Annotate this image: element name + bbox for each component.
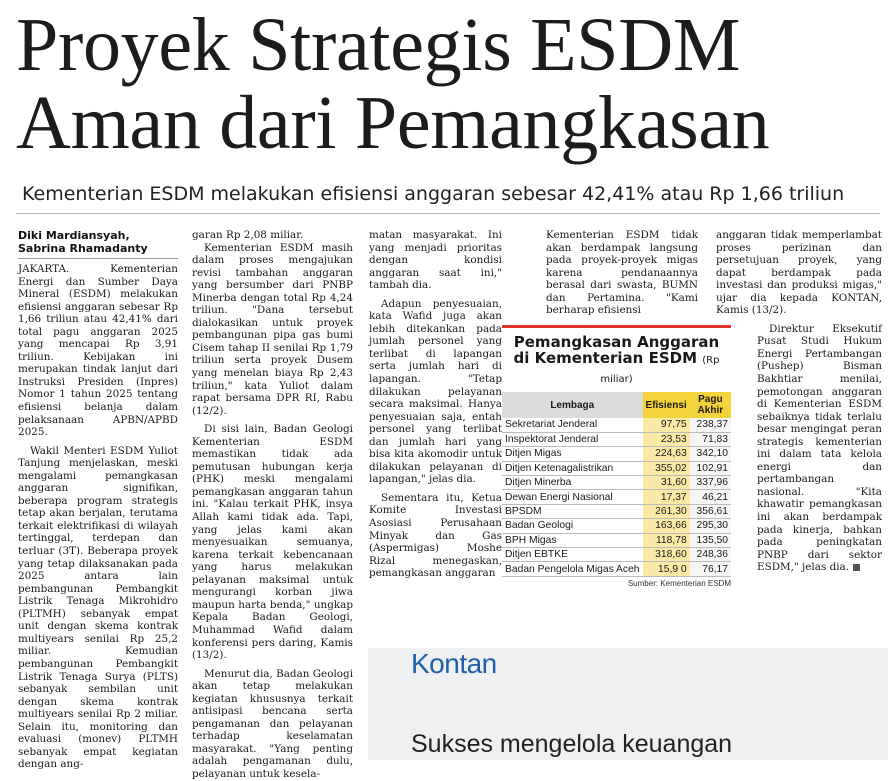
table-row <box>502 432 731 446</box>
kontan-logo: Kontan <box>411 648 497 679</box>
table-cell-name: Dewan Energi Nasional <box>502 490 643 504</box>
headline-line-2: Aman dari Pemangkasan <box>16 81 770 165</box>
budget-data-table <box>502 392 731 577</box>
table-cell-name: Ditjen Ketenagalistrikan <box>502 461 643 475</box>
table-cell-name: Sekretariat Jenderal <box>502 418 643 432</box>
end-mark-icon <box>853 564 860 571</box>
table-row <box>502 504 731 518</box>
table-row <box>502 519 731 533</box>
table-cell-eff: 163,66 <box>643 519 690 533</box>
table-cell-name: Inspektorat Jenderal <box>502 432 643 446</box>
paragraph-text: Direktur Eksekutif Pusat Studi Hukum Energi Pertambangan (Pushep) Bisman Bakhtiar menilai, pemotongan anggaran di Kementerian ESDM sebaiknya tidak terlalu besar mengingat peran strategis kementerian ini dalam tata kelola energi dan pertambangan nasional. "Kita khawatir pemangkasan ini akan berdampak pada kinerja, bahkan pada peningkatan PNBP dari sektor ESDM," jelas dia. <box>757 322 882 574</box>
paragraph: Adapun penyesuaian, kata Wafid juga akan lebih ditekankan pada jumlah personel yang terlibat di lapangan serta jumlah hari di lapangan. "Tetap dilakukan pelayanan secara maksimal. Hanya penyesuaian saja, entah personel yang terlibat dan jumlah hari yang bisa kita akomodir untuk dilakukan pelayanan di lapangan," jelas dia. <box>369 297 502 486</box>
table-row <box>502 490 731 504</box>
header-efisiensi: Efisiensi <box>643 392 690 418</box>
table-cell-name: Ditjen Minerba <box>502 476 643 490</box>
table-unit: (Rp miliar) <box>600 355 720 385</box>
paragraph: garan Rp 2,08 miliar. <box>192 229 304 241</box>
table-cell-eff: 15,9 0 <box>643 562 690 576</box>
table-cell-pagu: 238,37 <box>690 418 731 432</box>
table-cell-pagu: 295,30 <box>690 519 731 533</box>
table-cell-name: Ditjen Migas <box>502 447 643 461</box>
paragraph: JAKARTA. Kementerian Energi dan Sumber Daya Mineral (ESDM) melakukan efisiensi anggaran sebesar Rp 1,66 triliun atau 42,41% dari total pagu anggaran 2025 yang mencapai Rp 3,91 triliun. Kebijakan ini merupakan tindak lanjut dari Instruksi Presiden (Inpres) Nomor 1 tahun 2025 tentang efisiensi belanja dalam pelaksanaan APBN/APBD 2025. <box>18 263 178 439</box>
table-cell-pagu: 342,10 <box>690 447 731 461</box>
header-pagu-akhir: Pagu Akhir <box>690 392 731 418</box>
paragraph: Di sisi lain, Badan Geologi Kementerian ESDM memastikan tidak ada pemutusan hubungan kerja (PHK) meski mengalami pemangkasan anggaran tahun ini. "Kalau terkait PHK, insya Allah kami tidak ada. Tapi, yang jelas kami akan menyesuaikan semuanya, karena terkait kebencanaan yang harus melakukan pelayanan maksimal untuk mengurangi korban jiwa maupun harta benda," ungkap Kepala Badan Geologi, Muhammad Wafid dalam konferensi pers daring, Kamis (13/2). <box>192 423 353 662</box>
header-lembaga: Lembaga <box>502 392 643 418</box>
article-column-3 <box>369 229 502 580</box>
paragraph: Wakil Menteri ESDM Yuliot Tanjung menjelaskan, meski mengalami pemangkasan anggaran signifikan, beberapa program strategis tetap akan berjalan, terutama terkait elektrifikasi di wilayah tertinggal, terdepan dan terluar (3T). Beberapa proyek yang tetap dilaksanakan pada 2025 antara lain pembangunan Pembangkit Listrik Tenaga Mikrohidro (PLTMH) sebanyak empat unit dengan skema kontrak multiyears senilai Rp 25,2 miliar. Kemudian pembangunan Pembangkit Listrik Tenaga Surya (PLTS) sebanyak sembilan unit dengan skema kontrak multiyears senilai Rp 2 miliar. Selain itu, monitoring dan evaluasi (monev) PLTMH sebanyak empat kegiatan dengan ang- <box>18 444 178 771</box>
table-cell-name: BPH Migas <box>502 533 643 547</box>
table-title-line-1: Pemangkasan Anggaran <box>513 333 720 351</box>
table-cell-eff: 355,02 <box>643 461 690 475</box>
table-cell-eff: 17,37 <box>643 490 690 504</box>
table-row <box>502 476 731 490</box>
paragraph: Menurut dia, Badan Geologi akan tetap melakukan kegiatan khususnya terkait antisipasi bencana serta pengamanan dan pelayanan terhadap keselamatan masyarakat. "Yang penting adalah pengamanan dulu, pelayanan untuk kesela- <box>192 667 354 780</box>
headline-line-1: Proyek Strategis ESDM <box>16 3 741 87</box>
article-column-1 <box>18 229 178 771</box>
paragraph: Kementerian ESDM tidak akan berdampak langsung pada proyek-proyek migas karena pendanaannya berasal dari swasta, BUMN dan Pertamina. "Kami berharap efisiensi <box>546 229 698 317</box>
paragraph: Kementerian ESDM masih dalam proses mengajukan revisi tambahan anggaran yang bersumber dari PNBP Minerba dengan total Rp 4,24 triliun. "Dana tersebut dialokasikan untuk proyek pembangunan pipa gas bumi Cisem tahap II senilai Rp 1,79 triliun serta proyek Dusem yang menelan biaya Rp 2,43 triliun," kata Yuliot dalam rapat bersama DPR RI, Rabu (12/2). <box>192 241 353 417</box>
table-cell-pagu: 337,96 <box>690 476 731 490</box>
article-column-4 <box>546 229 698 317</box>
table-cell-name: BPSDM <box>502 504 643 518</box>
table-cell-pagu: 71,83 <box>690 432 731 446</box>
ad-text: Sukses mengelola keuangan <box>411 730 733 758</box>
table-row <box>502 562 731 576</box>
table-cell-eff: 318,60 <box>643 548 690 562</box>
divider <box>16 213 880 214</box>
table-row <box>502 447 731 461</box>
byline <box>18 229 178 259</box>
article-column-2 <box>192 229 353 781</box>
table-cell-pagu: 76,17 <box>690 562 731 576</box>
table-cell-name: Badan Pengelola Migas Aceh <box>502 562 643 576</box>
budget-table <box>502 325 731 588</box>
paragraph: anggaran tidak memperlambat proses perizinan dan persetujuan proyek, yang dapat berdampak pada investasi dan produksi migas," ujar dia kepada KONTAN, Kamis (13/2). <box>716 229 882 317</box>
table-header-row <box>502 392 731 418</box>
table-cell-pagu: 135,50 <box>690 533 731 547</box>
article-column-5 <box>716 229 882 574</box>
byline-author-2: Sabrina Rhamadanty <box>18 242 148 255</box>
paragraph: Sementara itu, Ketua Komite Investasi Asosiasi Perusahaan Minyak dan Gas (Aspermigas) Moshe Rizal menegaskan, pemangkasan anggaran <box>369 491 502 580</box>
table-cell-eff: 224,63 <box>643 447 690 461</box>
paragraph <box>757 323 882 574</box>
headline <box>16 3 876 165</box>
table-cell-pagu: 356,61 <box>690 504 731 518</box>
table-cell-pagu: 102,91 <box>690 461 731 475</box>
paragraph: matan masyarakat. Ini yang menjadi prioritas dengan kondisi anggaran saat ini," tambah dia. <box>369 229 502 292</box>
table-source: Sumber: Kementerian ESDM <box>627 578 731 588</box>
table-title-text: di Kementerian ESDM <box>513 349 697 367</box>
table-cell-name: Ditjen EBTKE <box>502 548 643 562</box>
table-cell-eff: 31,60 <box>643 476 690 490</box>
table-body <box>502 418 731 576</box>
table-title-line-2 <box>502 350 731 388</box>
byline-author-1: Diki Mardiansyah, <box>18 229 130 242</box>
table-cell-pagu: 46,21 <box>690 490 731 504</box>
subheadline: Kementerian ESDM melakukan efisiensi anggaran sebesar 42,41% atau Rp 1,66 triliun <box>22 183 845 205</box>
table-row <box>502 548 731 562</box>
table-title <box>502 334 731 388</box>
table-row <box>502 533 731 547</box>
table-cell-name: Badan Geologi <box>502 519 643 533</box>
table-cell-eff: 97,75 <box>643 418 690 432</box>
table-cell-eff: 261,30 <box>643 504 690 518</box>
table-row <box>502 418 731 432</box>
table-row <box>502 461 731 475</box>
table-cell-pagu: 248,36 <box>690 548 731 562</box>
table-accent-bar <box>502 325 731 328</box>
table-cell-eff: 23,53 <box>643 432 690 446</box>
table-cell-eff: 118,78 <box>643 533 690 547</box>
